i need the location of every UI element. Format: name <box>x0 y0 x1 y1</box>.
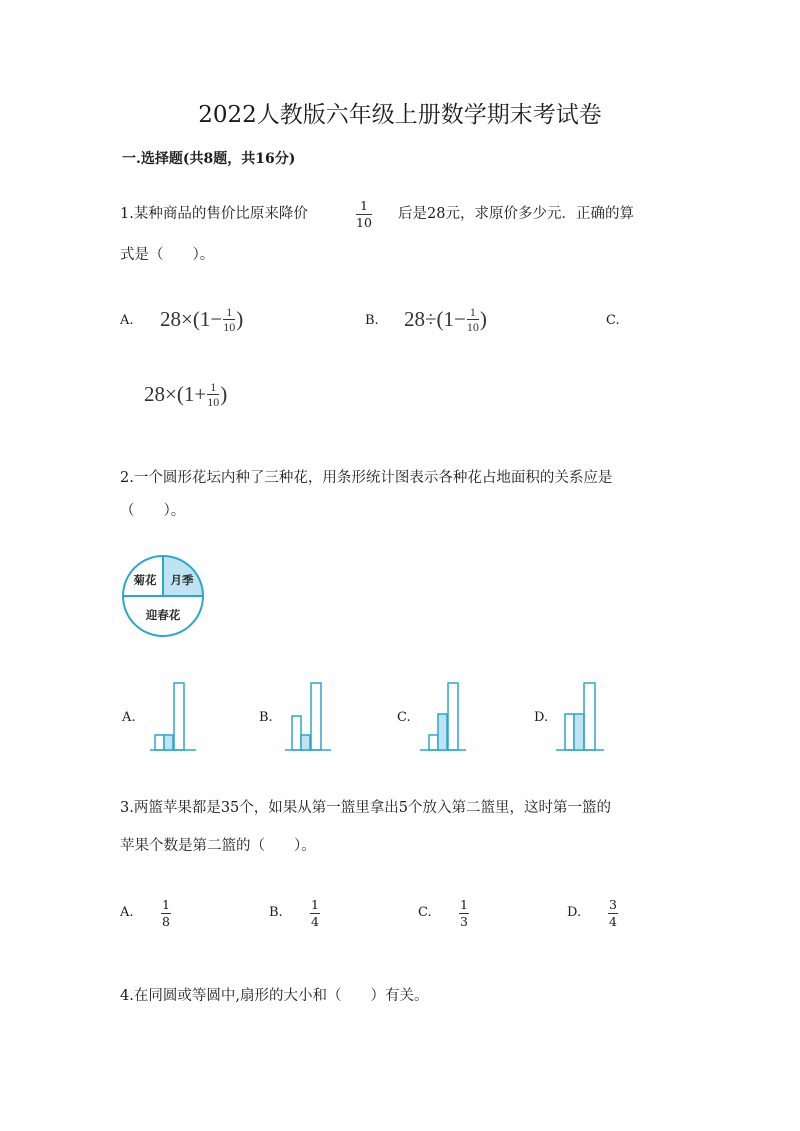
flower-bed-pie-diagram <box>118 553 208 639</box>
pie-label-jasmine: 迎春花 <box>145 608 181 622</box>
bar <box>301 735 310 750</box>
q1-option-c-label[interactable]: C. <box>606 313 620 328</box>
q2-option-d-label[interactable]: D. <box>534 710 549 725</box>
q1-option-b-expression <box>404 306 487 333</box>
bar <box>574 714 584 750</box>
q3-text-line1: 3.两篮苹果都是35个，如果从第一篮里拿出5个放入第二篮里，这时第一篮的 <box>120 800 612 816</box>
q1-text-line1-b: 后是28元，求原价多少元．正确的算 <box>398 206 634 222</box>
bar <box>438 714 447 750</box>
q3-option-c-fraction <box>459 898 469 929</box>
q2-option-b-label[interactable]: B. <box>259 710 273 725</box>
q1-option-a-fraction <box>223 306 235 333</box>
q2-option-d-bar-chart <box>556 680 606 752</box>
q3-option-c-label[interactable]: C. <box>418 905 432 920</box>
q3-option-d-numerator: 3 <box>609 897 617 912</box>
q1-option-c-tail: ) <box>220 382 228 406</box>
q3-option-d-label[interactable]: D. <box>567 905 582 920</box>
q2-option-c-bar-chart <box>420 680 468 752</box>
q1-fraction-numerator: 1 <box>359 198 368 213</box>
q3-option-b-label[interactable]: B. <box>269 905 283 920</box>
bar <box>565 714 574 750</box>
section-header: 一.选择题(共8题，共16分) <box>122 151 296 167</box>
bar <box>311 683 321 750</box>
pie-label-rose: 月季 <box>170 573 194 587</box>
q2-option-c-label[interactable]: C. <box>397 710 411 725</box>
q2-text-line2: （ ）。 <box>120 503 186 519</box>
q2-option-a-label[interactable]: A. <box>122 710 136 725</box>
q4-text-line1: 4.在同圆或等圆中,扇形的大小和（ ）有关。 <box>120 988 429 1004</box>
q1-option-c-numerator: 1 <box>210 380 217 394</box>
q3-option-a-denominator: 8 <box>162 914 170 929</box>
q1-text-line2: 式是（ ）。 <box>120 247 215 263</box>
q1-option-b-numerator: 1 <box>469 305 476 319</box>
q3-option-a-label[interactable]: A. <box>120 905 134 920</box>
q1-option-c-fraction <box>207 381 219 408</box>
q1-option-a-denominator: 10 <box>223 320 236 334</box>
q1-option-b-tail: ) <box>479 307 487 331</box>
q3-option-d-fraction <box>608 898 618 929</box>
q3-option-b-denominator: 4 <box>311 914 319 929</box>
q3-option-c-denominator: 3 <box>460 914 468 929</box>
q3-option-d-denominator: 4 <box>609 914 617 929</box>
bar <box>174 683 184 750</box>
q1-option-a-expression <box>160 306 243 333</box>
q1-option-c-expression <box>144 381 227 408</box>
bar <box>155 735 164 750</box>
bar <box>429 735 438 750</box>
q1-option-b-lead: 28÷(1− <box>404 307 466 331</box>
q3-text-line2: 苹果个数是第二篮的（ ）。 <box>120 838 316 854</box>
q1-option-b-label[interactable]: B. <box>365 313 379 328</box>
q2-text-line1: 2.一个圆形花坛内种了三种花，用条形统计图表示各种花占地面积的关系应是 <box>120 470 613 486</box>
q1-text-line1-a: 1.某种商品的售价比原来降价 <box>120 206 308 222</box>
q2-option-b-bar-chart <box>285 680 333 752</box>
q3-option-b-fraction <box>310 898 320 929</box>
bar <box>164 735 173 750</box>
q1-option-b-fraction <box>467 306 479 333</box>
q3-option-a-fraction <box>161 898 171 929</box>
q3-option-b-numerator: 1 <box>311 897 319 912</box>
pie-label-chrysanthemum: 菊花 <box>133 573 157 587</box>
q1-fraction <box>356 199 372 230</box>
q1-option-c-denominator: 10 <box>207 395 220 409</box>
q1-option-a-label[interactable]: A. <box>120 313 134 328</box>
q1-option-a-tail: ) <box>236 307 244 331</box>
q3-option-a-numerator: 1 <box>162 897 170 912</box>
page-title: 2022人教版六年级上册数学期末考试卷 <box>198 102 602 128</box>
q3-option-c-numerator: 1 <box>460 897 468 912</box>
q2-option-a-bar-chart <box>150 680 198 752</box>
q1-option-a-lead: 28×(1− <box>160 307 223 331</box>
q1-fraction-denominator: 10 <box>356 215 372 230</box>
q1-option-b-denominator: 10 <box>466 320 479 334</box>
bar <box>584 683 595 750</box>
bar <box>292 716 301 750</box>
q1-option-c-lead: 28×(1+ <box>144 382 207 406</box>
bar <box>448 683 458 750</box>
q1-option-a-numerator: 1 <box>226 305 233 319</box>
